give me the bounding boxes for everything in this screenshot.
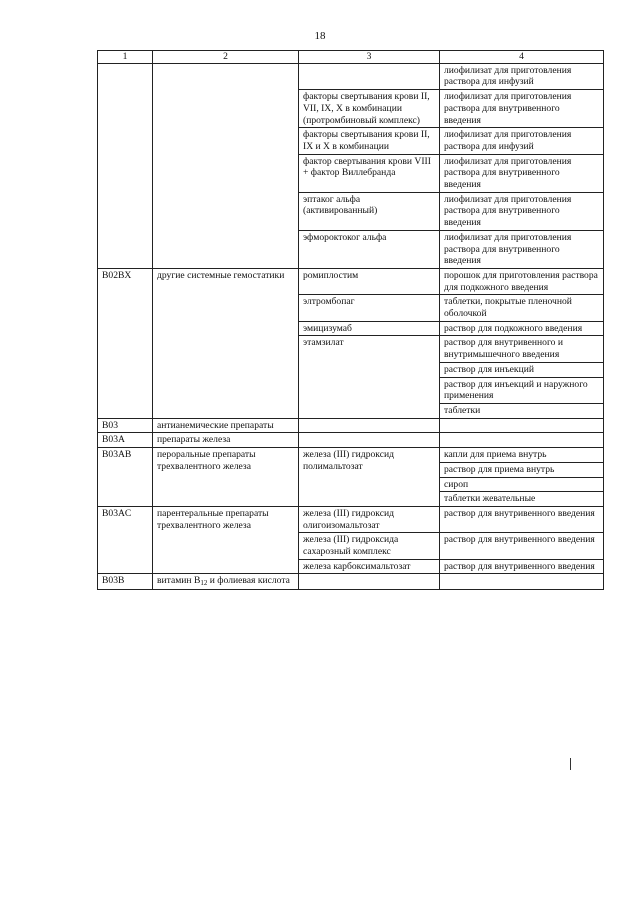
- code-cell: B03A: [98, 433, 153, 448]
- substance-cell: эмицизумаб: [299, 321, 440, 336]
- table-header-row: [98, 51, 604, 64]
- form-cell: раствор для внутривенного введения: [440, 533, 604, 559]
- code-cell: B03: [98, 418, 153, 433]
- column-header-3: 3: [299, 51, 440, 64]
- form-cell: раствор для приема внутрь: [440, 462, 604, 477]
- group-cell: другие системные гемостатики: [153, 268, 299, 418]
- code-cell: [98, 63, 153, 268]
- margin-mark: [570, 758, 571, 770]
- form-cell: раствор для внутривенного введения: [440, 506, 604, 532]
- form-cell: капли для приема внутрь: [440, 448, 604, 463]
- substance-cell: железа (III) гидроксида сахарозный комплекс: [299, 533, 440, 559]
- group-cell: парентеральные препараты трехвалентного железа: [153, 506, 299, 574]
- form-cell: раствор для внутривенного введения: [440, 559, 604, 574]
- column-header-4: 4: [440, 51, 604, 64]
- form-cell: таблетки: [440, 403, 604, 418]
- form-cell: [440, 418, 604, 433]
- group-cell: [153, 63, 299, 268]
- substance-cell: факторы свертывания крови II, VII, IX, X в комбинации (протромбиновый комплекс): [299, 90, 440, 128]
- group-text-end: и фолиевая кислота: [207, 575, 290, 587]
- group-text-start: витамин B: [157, 575, 201, 587]
- substance-cell: [299, 63, 440, 89]
- form-cell: лиофилизат для приготовления раствора для внутривенного введения: [440, 230, 604, 268]
- table-row: [98, 448, 604, 463]
- group-cell: [153, 574, 299, 590]
- substance-cell: факторы свертывания крови II, IX и X в комбинации: [299, 128, 440, 154]
- table-row: [98, 433, 604, 448]
- form-cell: лиофилизат для приготовления раствора для внутривенного введения: [440, 90, 604, 128]
- form-cell: раствор для инъекций и наружного применения: [440, 377, 604, 403]
- substance-cell: эфмороктоког альфа: [299, 230, 440, 268]
- form-cell: раствор для внутривенного и внутримышечного введения: [440, 336, 604, 362]
- substance-cell: [299, 574, 440, 590]
- page-number: 18: [314, 30, 326, 42]
- medicines-table: [97, 50, 604, 590]
- substance-cell: железа (III) гидроксид полимальтозат: [299, 448, 440, 507]
- substance-cell: ромиплостим: [299, 268, 440, 294]
- substance-cell: эптаког альфа (активированный): [299, 192, 440, 230]
- form-cell: сироп: [440, 477, 604, 492]
- subscript: 12: [200, 579, 208, 588]
- substance-cell: этамзилат: [299, 336, 440, 418]
- form-cell: порошок для приготовления раствора для подкожного введения: [440, 268, 604, 294]
- substance-cell: железа (III) гидроксид олигоизомальтозат: [299, 506, 440, 532]
- form-cell: таблетки жевательные: [440, 492, 604, 507]
- table-row: [98, 418, 604, 433]
- substance-cell: железа карбоксимальтозат: [299, 559, 440, 574]
- substance-cell: [299, 433, 440, 448]
- code-cell: B03AB: [98, 448, 153, 507]
- substance-cell: [299, 418, 440, 433]
- form-cell: раствор для подкожного введения: [440, 321, 604, 336]
- group-cell: пероральные препараты трехвалентного железа: [153, 448, 299, 507]
- form-cell: лиофилизат для приготовления раствора для внутривенного введения: [440, 192, 604, 230]
- table-row: [98, 506, 604, 532]
- column-header-1: 1: [98, 51, 153, 64]
- substance-cell: фактор свертывания крови VIII + фактор Виллебранда: [299, 154, 440, 192]
- code-cell: B03AC: [98, 506, 153, 574]
- form-cell: [440, 574, 604, 590]
- table-row: [98, 574, 604, 590]
- form-cell: [440, 433, 604, 448]
- form-cell: лиофилизат для приготовления раствора для инфузий: [440, 63, 604, 89]
- form-cell: таблетки, покрытые пленочной оболочкой: [440, 295, 604, 321]
- substance-cell: элтромбопаг: [299, 295, 440, 321]
- group-cell: препараты железа: [153, 433, 299, 448]
- form-cell: раствор для инъекций: [440, 362, 604, 377]
- table-row: [98, 63, 604, 89]
- table-row: [98, 268, 604, 294]
- code-cell: B03B: [98, 574, 153, 590]
- group-cell: антианемические препараты: [153, 418, 299, 433]
- code-cell: B02BX: [98, 268, 153, 418]
- form-cell: лиофилизат для приготовления раствора для внутривенного введения: [440, 154, 604, 192]
- form-cell: лиофилизат для приготовления раствора для инфузий: [440, 128, 604, 154]
- column-header-2: 2: [153, 51, 299, 64]
